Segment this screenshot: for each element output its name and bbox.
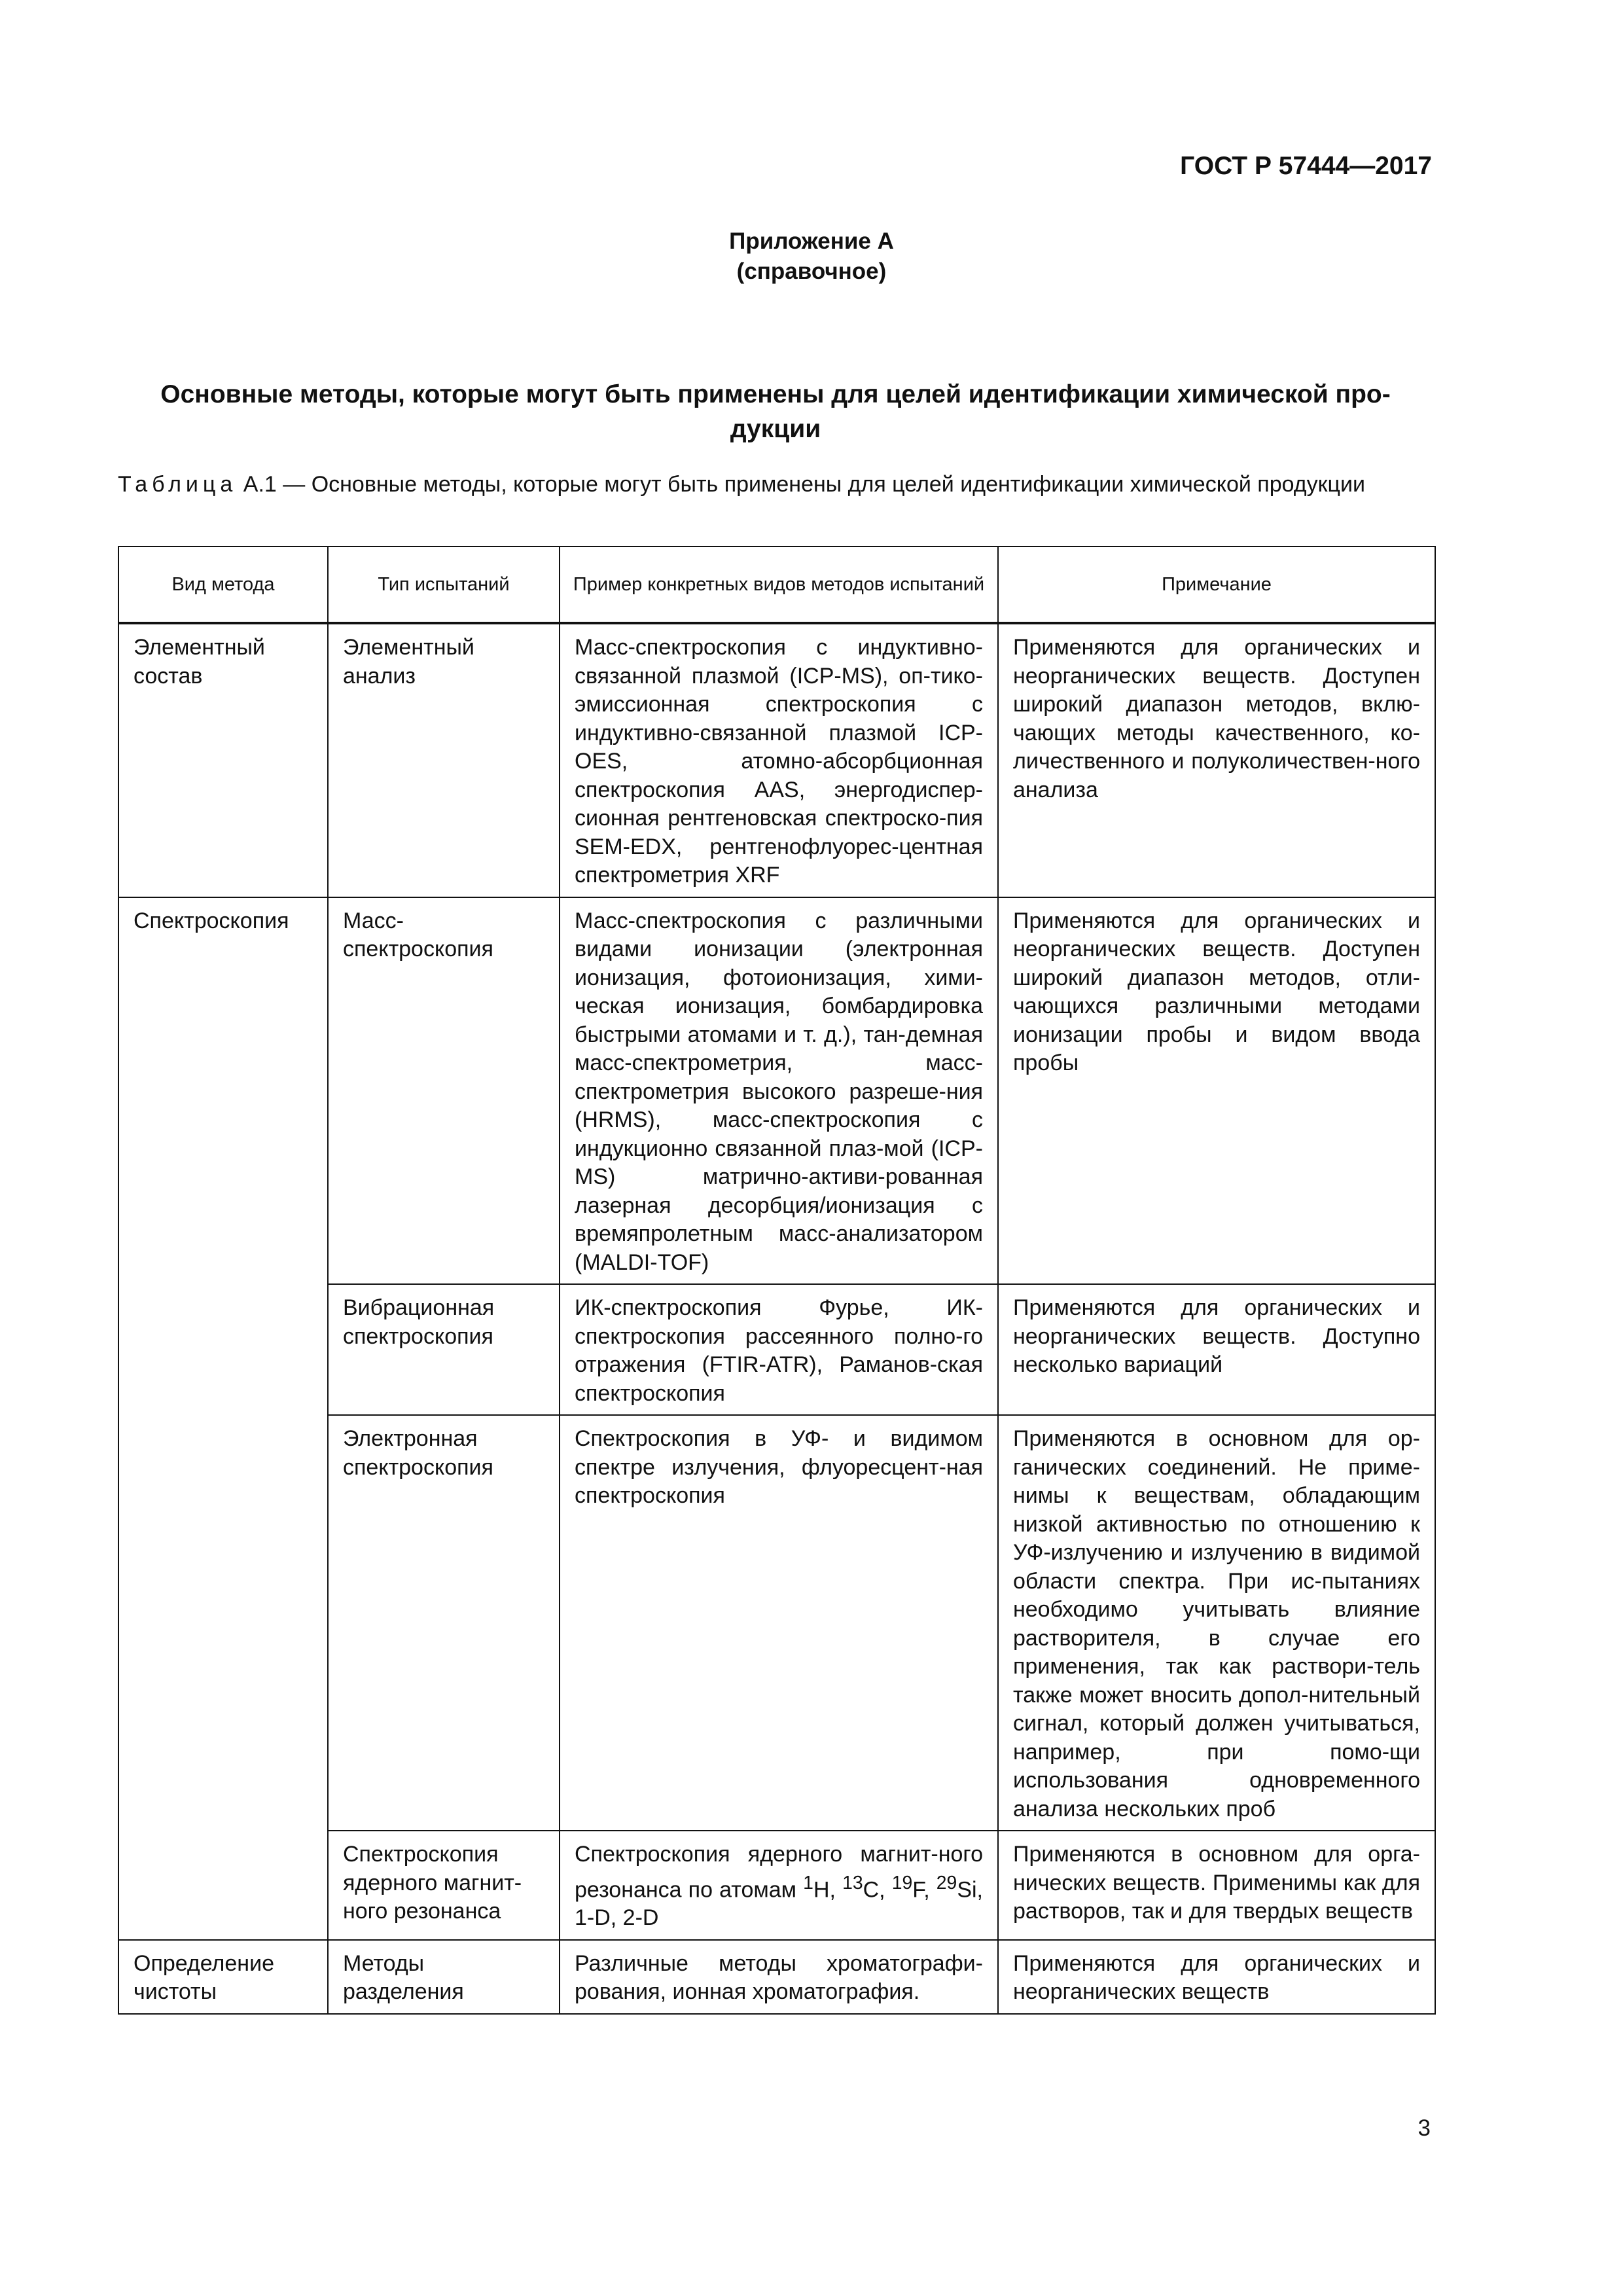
page-number: 3	[1418, 2115, 1431, 2141]
cell-test-type: Методы разделения	[328, 1940, 560, 2014]
cell-method-kind: Спектроскопия	[118, 897, 328, 1940]
cell-test-type: Масс-спектроскопия	[328, 897, 560, 1285]
methods-table	[118, 546, 1436, 2015]
nmr-sup-1: 1	[803, 1872, 813, 1893]
header-test-type: Тип испытаний	[328, 547, 560, 623]
header-method-kind: Вид метода	[118, 547, 328, 623]
nmr-sup-19: 19	[891, 1872, 913, 1893]
header-note: Примечание	[998, 547, 1435, 623]
cell-note: Применяются для органических и неорганических веществ	[998, 1940, 1435, 2014]
cell-test-type: Электронная спектроскопия	[328, 1415, 560, 1831]
cell-test-type: Вибрационная спектроскопия	[328, 1284, 560, 1415]
table-caption	[118, 470, 1435, 499]
standard-number: ГОСТ Р 57444—2017	[1180, 152, 1432, 180]
cell-method-kind: Определение чистоты	[118, 1940, 328, 2014]
cell-examples: Спектроскопия в УФ- и видимом спектре излучения, флуоресцент-ная спектроскопия	[560, 1415, 998, 1831]
header-examples: Пример конкретных видов методов испытаний	[560, 547, 998, 623]
nmr-text-e: Si, 1-D, 2-D	[575, 1876, 983, 1931]
nmr-text-c: C,	[863, 1876, 892, 1902]
appendix-heading	[0, 226, 1623, 287]
table-row	[118, 897, 1435, 1285]
nmr-sup-13: 13	[842, 1872, 863, 1893]
cell-note: Применяются для органических и неорганических веществ. Доступен широкий диапазон методов, вклю-чающих методы качественного, ко-личественного и полуколичествен-ного анализа	[998, 623, 1435, 897]
cell-examples: Различные методы хроматографи-рования, ионная хроматография.	[560, 1940, 998, 2014]
cell-examples: ИК-спектроскопия Фурье, ИК-спектроскопия рассеянного полно-го отражения (FTIR-ATR), Раманов-ская спектроскопия	[560, 1284, 998, 1415]
cell-test-type: Элементный анализ	[328, 623, 560, 897]
table-header-row	[118, 547, 1435, 623]
cell-examples	[560, 1831, 998, 1940]
cell-note: Применяются в основном для ор-ганических соединений. Не приме-нимы к веществам, обладающим низкой активностью по отношению к УФ-излучению и излучению в видимой области спектра. При ис-пытаниях необходимо учитывать влияние растворителя, в случае его применения, так как раствори-тель также может вносить допол-нительный сигнал, который должен учитываться, например, при помо-щи использования одновременного анализа нескольких проб	[998, 1415, 1435, 1831]
cell-note: Применяются для органических и неорганических веществ. Доступен широкий диапазон методов, отли-чающихся различными методами ионизации пробы и видом ввода пробы	[998, 897, 1435, 1285]
appendix-subtitle: (справочное)	[736, 259, 887, 284]
cell-examples: Масс-спектроскопия с различными видами ионизации (электронная ионизация, фотоионизация, хими-ческая ионизация, бомбардировка быстрыми атомами и т. д.), тан-демная масс-спектрометрия, масс-спектрометрия высокого разреше-ния (HRMS), масс-спектроскопия с индукционно связанной плаз-мой (ICP-MS) матрично-активи-рованная лазерная десорбция/ионизация с времяпролетным масс-анализатором (MALDI-TOF)	[560, 897, 998, 1285]
nmr-sup-29: 29	[936, 1872, 957, 1893]
section-title: Основные методы, которые могут быть применены для целей идентификации химической про-дукции	[160, 380, 1391, 443]
nmr-text-a: Спектроскопия ядерного магнит-ного резонанса по атомам	[575, 1842, 983, 1902]
table-caption-prefix: Таблица	[118, 472, 238, 497]
table-caption-text: А.1 — Основные методы, которые могут быть применены для целей идентификации химической продукции	[243, 472, 1365, 497]
cell-method-kind: Элементный состав	[118, 623, 328, 897]
nmr-text-d: F,	[912, 1876, 936, 1902]
table-row	[118, 1940, 1435, 2014]
cell-note: Применяются для органических и неорганических веществ. Доступно несколько вариаций	[998, 1284, 1435, 1415]
cell-examples: Масс-спектроскопия с индуктивно-связанной плазмой (ICP-MS), оп-тико-эмиссионная спектроскопия с индуктивно-связанной плазмой ICP-OES, атомно-абсорбционная спектроскопия AAS, энергодиспер-сионная рентгеновская спектроско-пия SEM-EDX, рентгенофлуорес-центная спектрометрия XRF	[560, 623, 998, 897]
appendix-title: Приложение А	[729, 228, 894, 254]
nmr-text-b: H,	[813, 1876, 843, 1902]
table-row	[118, 623, 1435, 897]
cell-test-type: Спектроскопия ядерного магнит-ного резонанса	[328, 1831, 560, 1940]
cell-note: Применяются в основном для орга-нических веществ. Применимы как для растворов, так и для твердых веществ	[998, 1831, 1435, 1940]
